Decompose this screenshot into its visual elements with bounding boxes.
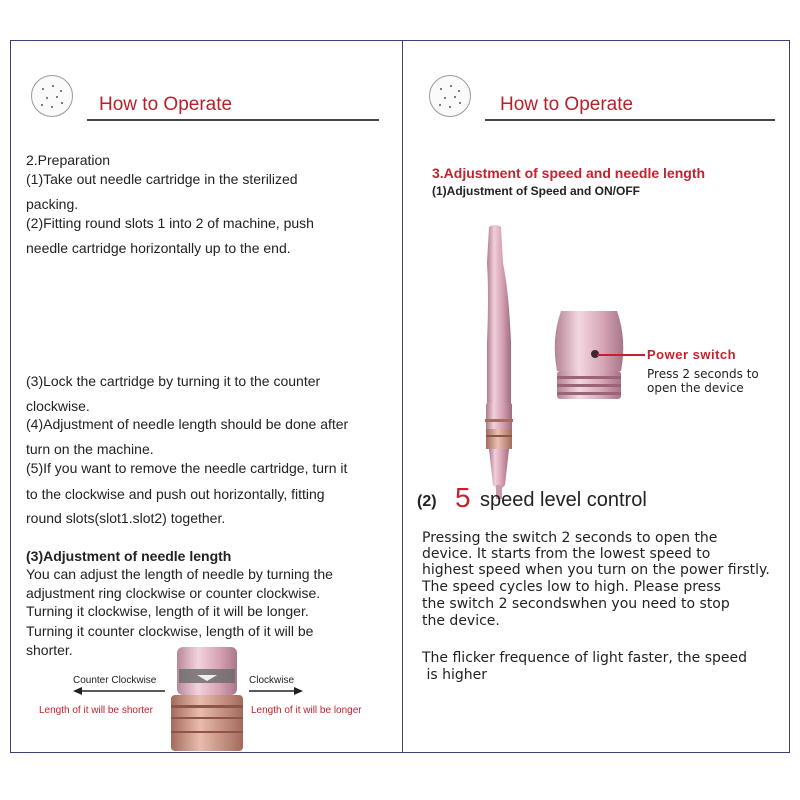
text-line: needle cartridge horizontally up to the end. bbox=[26, 240, 291, 256]
flicker-description-line: The flicker frequence of light faster, the speed bbox=[422, 650, 748, 666]
counter-clockwise-label: Counter Clockwise bbox=[73, 675, 157, 686]
speed-description-line: the switch 2 secondswhen you need to stop bbox=[422, 596, 730, 612]
speed-big-number: 5 bbox=[455, 482, 471, 513]
section-title: 3.Adjustment of speed and needle length bbox=[432, 165, 706, 181]
speed-description-line: device. It starts from the lowest speed to bbox=[422, 546, 711, 562]
arrow-left-icon bbox=[73, 687, 167, 695]
arrow-right-icon bbox=[249, 687, 303, 695]
text-line: packing. bbox=[26, 196, 79, 212]
text-line: (3)Lock the cartridge by turning it to the counter bbox=[26, 373, 321, 389]
header-title: How to Operate bbox=[99, 94, 233, 115]
power-switch-label: Power switch bbox=[647, 347, 737, 362]
longer-note: Length of it will be longer bbox=[251, 705, 362, 716]
header-title: How to Operate bbox=[500, 94, 634, 115]
header-divider bbox=[87, 119, 379, 121]
power-switch-desc: open the device bbox=[647, 381, 744, 395]
subsection-title: (1)Adjustment of Speed and ON/OFF bbox=[432, 184, 641, 198]
text-line: 2.Preparation bbox=[26, 152, 111, 168]
text-line: (1)Take out needle cartridge in the sterilized bbox=[26, 171, 298, 187]
left-panel bbox=[10, 40, 403, 753]
section-title: (3)Adjustment of needle length bbox=[26, 548, 232, 564]
shorter-note: Length of it will be shorter bbox=[39, 705, 153, 716]
power-switch-desc: Press 2 seconds to bbox=[647, 367, 759, 381]
pen-device-image bbox=[469, 223, 529, 505]
text-line: clockwise. bbox=[26, 398, 90, 414]
dotted-circle-icon bbox=[31, 75, 73, 117]
text-line: (5)If you want to remove the needle cartridge, turn it bbox=[26, 460, 348, 476]
text-line: shorter. bbox=[26, 642, 73, 658]
text-line: turn on the machine. bbox=[26, 441, 154, 457]
text-line: You can adjust the length of needle by turning the bbox=[26, 566, 333, 582]
text-line: adjustment ring clockwise or counter clockwise. bbox=[26, 585, 321, 601]
text-line: (2)Fitting round slots 1 into 2 of machine, push bbox=[26, 215, 314, 231]
dotted-circle-icon bbox=[429, 75, 471, 117]
speed-section-number: (2) bbox=[417, 493, 437, 510]
speed-description-line: Pressing the switch 2 seconds to open the bbox=[422, 530, 718, 546]
speed-description-line: highest speed when you turn on the power firstly. bbox=[422, 562, 770, 578]
text-line: (4)Adjustment of needle length should be done after bbox=[26, 416, 349, 432]
clockwise-label: Clockwise bbox=[249, 675, 295, 686]
speed-level-title: speed level control bbox=[480, 489, 647, 511]
pointer-line bbox=[597, 350, 645, 360]
speed-description-line: The speed cycles low to high. Please press bbox=[422, 579, 721, 595]
text-line: Turning it counter clockwise, length of it will be bbox=[26, 623, 314, 639]
text-line: round slots(slot1.slot2) together. bbox=[26, 510, 226, 526]
text-line: to the clockwise and push out horizontally, fitting bbox=[26, 486, 325, 502]
text-line: Turning it clockwise, length of it will be longer. bbox=[26, 603, 309, 619]
right-panel bbox=[402, 40, 790, 753]
flicker-description-line: is higher bbox=[422, 667, 487, 683]
needle-cartridge-image bbox=[167, 647, 249, 753]
header-divider bbox=[485, 119, 775, 121]
speed-description-line: the device. bbox=[422, 613, 500, 629]
